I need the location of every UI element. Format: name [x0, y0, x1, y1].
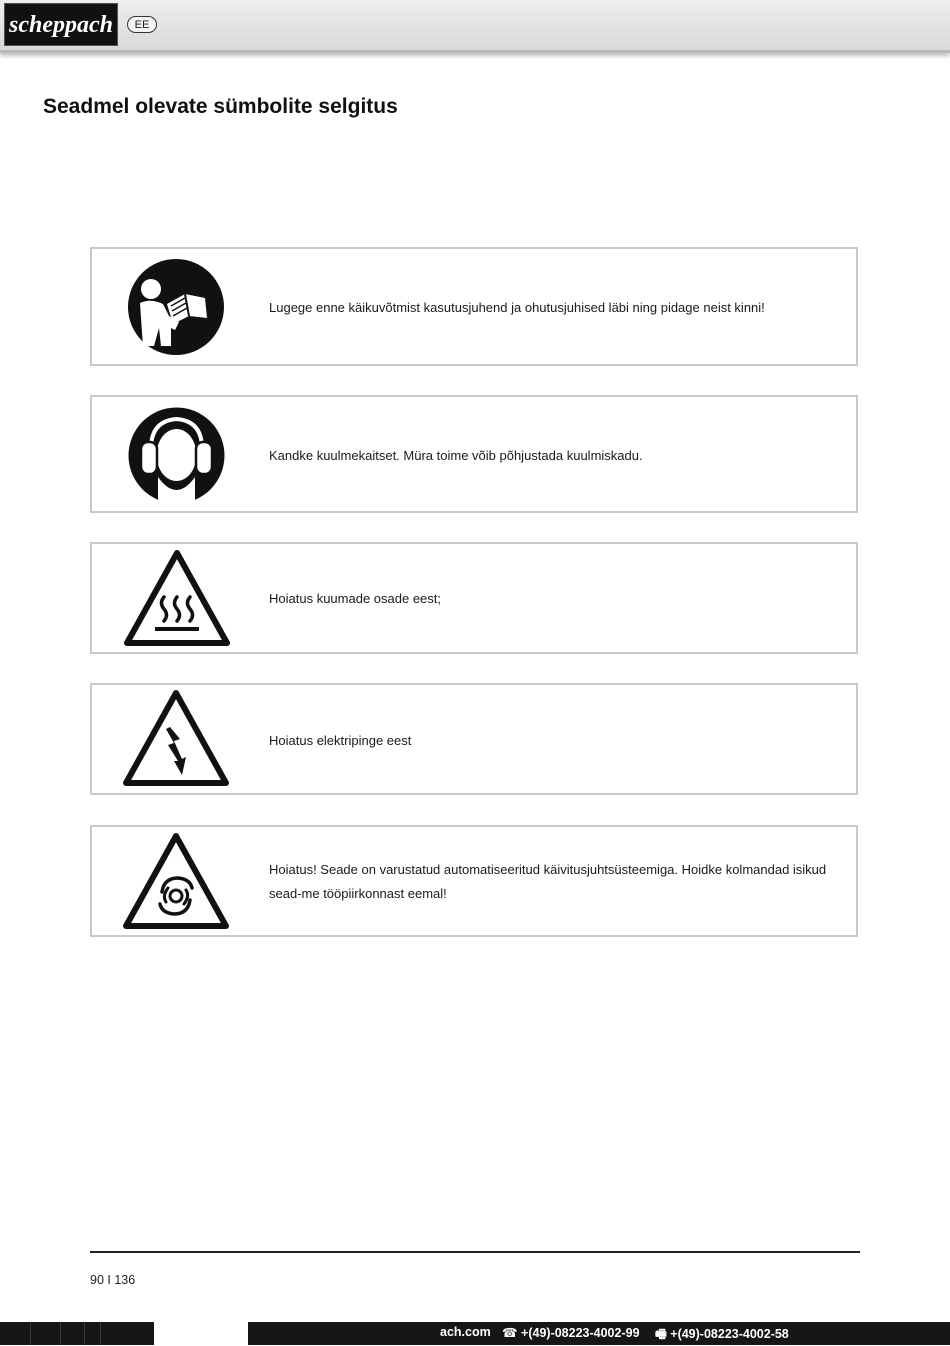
automatic-start-warning-icon	[122, 832, 230, 930]
footer-divider	[100, 1322, 101, 1345]
brand-logo-text: scheppach	[9, 12, 113, 38]
ear-protection-icon	[128, 407, 225, 504]
symbol-row-read-manual	[90, 247, 858, 366]
page-title: Seadmel olevate sümbolite selgitus	[43, 95, 398, 118]
footer-rule	[90, 1251, 860, 1253]
symbol-row-ear-protection	[90, 395, 858, 513]
symbol-row-automatic-start	[90, 825, 858, 937]
symbol-text: Hoiatus! Seade on varustatud automatiseeritud käivitusjuhtsüsteemiga. Hoidke kolmandad isikud sead-me tööpiirkonnast eemal!	[269, 862, 827, 901]
footer-gap	[154, 1322, 248, 1345]
footer-bar	[0, 1322, 950, 1345]
language-badge: EE	[127, 16, 157, 33]
page-number: 90 I 136	[90, 1273, 136, 1287]
footer-fax: 🖷 +(49)-08223-4002-58	[655, 1327, 789, 1341]
footer-divider	[30, 1322, 31, 1345]
symbol-row-hot-surface	[90, 542, 858, 654]
footer-divider	[84, 1322, 85, 1345]
symbol-text: Hoiatus kuumade osade eest;	[269, 591, 441, 606]
symbol-text: Lugege enne käikuvõtmist kasutusjuhend ja ohutusjuhised läbi ning pidage neist kinni!	[269, 300, 765, 315]
electric-voltage-warning-icon	[122, 689, 230, 787]
footer-divider	[60, 1322, 61, 1345]
brand-logo	[4, 3, 118, 46]
symbol-text: Kandke kuulmekaitset. Müra toime võib põhjustada kuulmiskadu.	[269, 448, 643, 463]
hot-surface-warning-icon	[123, 549, 231, 647]
page-header	[0, 0, 950, 53]
footer-phone: ☎ +(49)-08223-4002-99	[502, 1326, 640, 1340]
symbol-row-electric-voltage	[90, 683, 858, 795]
read-manual-icon	[127, 258, 225, 356]
symbol-text: Hoiatus elektripinge eest	[269, 733, 412, 748]
footer-website[interactable]: ach.com	[440, 1325, 491, 1339]
